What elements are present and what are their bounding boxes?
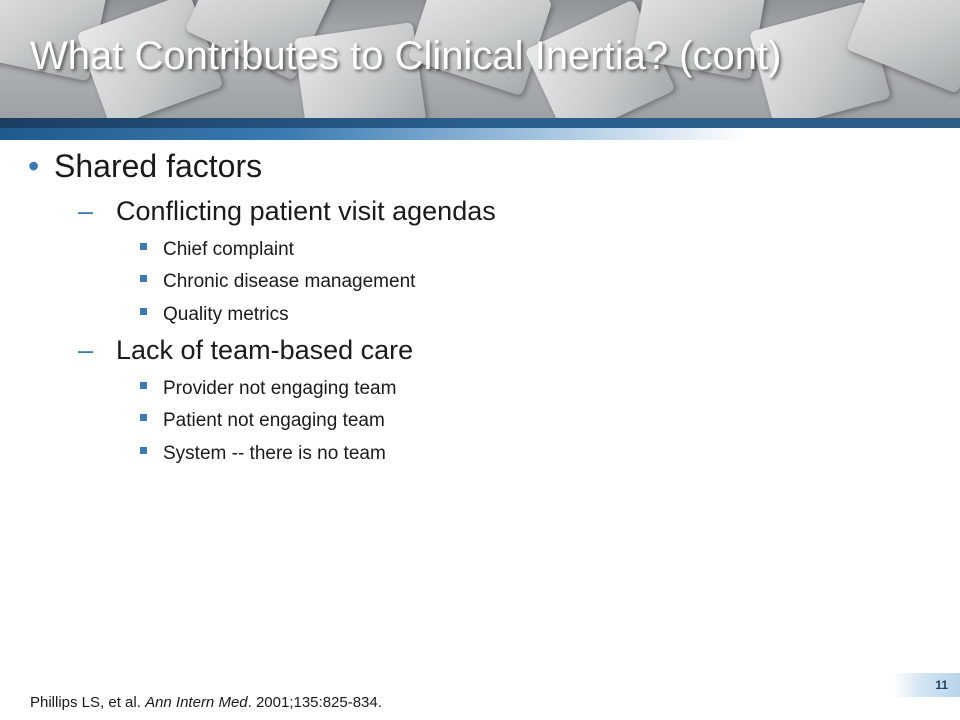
bullet-shared-factors — [28, 148, 262, 185]
square-bullet-icon — [140, 414, 147, 421]
title-divider — [0, 118, 960, 128]
square-bullet-icon — [140, 243, 147, 250]
dash-icon: – — [78, 196, 94, 226]
dash-icon: – — [78, 335, 94, 365]
sub-item — [140, 271, 415, 293]
subbullet-text: Lack of team-based care — [116, 335, 414, 365]
citation-authors: Phillips LS, et al. — [30, 694, 146, 711]
citation — [30, 694, 382, 711]
sub-item-text: Provider not engaging team — [163, 378, 397, 399]
sub-item — [140, 378, 396, 400]
header-banner — [0, 0, 960, 118]
square-bullet-icon — [140, 447, 147, 454]
subbullet-team-based-care — [78, 335, 413, 366]
sub-item — [140, 443, 386, 465]
slide-title: What Contributes to Clinical Inertia? (cont) — [30, 34, 782, 78]
sub-item-text: System -- there is no team — [163, 443, 386, 464]
sub-item — [140, 239, 294, 261]
sub-item — [140, 304, 289, 326]
sub-item — [140, 410, 385, 432]
citation-details: . 2001;135:825-834. — [247, 694, 382, 711]
bullet-dot-icon: • — [28, 148, 40, 184]
sub-item-text: Patient not engaging team — [163, 410, 385, 431]
subbullet-text: Conflicting patient visit agendas — [116, 196, 496, 226]
sub-item-text: Chronic disease management — [163, 271, 416, 292]
title-divider-gradient — [0, 128, 960, 140]
square-bullet-icon — [140, 382, 147, 389]
subbullet-conflicting-agendas — [78, 196, 496, 227]
citation-journal: Ann Intern Med — [145, 694, 248, 711]
sub-item-text: Chief complaint — [163, 239, 294, 260]
sub-item-text: Quality metrics — [163, 304, 289, 325]
bullet-text: Shared factors — [54, 148, 263, 184]
square-bullet-icon — [140, 308, 147, 315]
square-bullet-icon — [140, 275, 147, 282]
page-number: 11 — [893, 673, 960, 697]
